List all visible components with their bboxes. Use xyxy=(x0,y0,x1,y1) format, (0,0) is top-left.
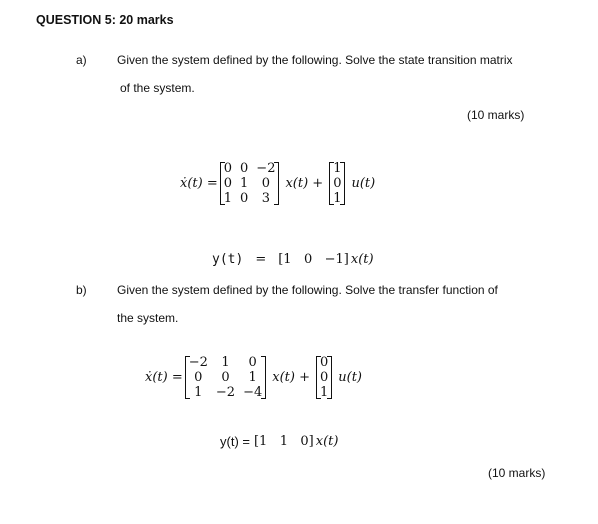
part-b-matrix-c: [1 1 0] xyxy=(253,434,314,449)
part-b-lhs: ẋ(t) = xyxy=(145,370,183,385)
part-b-text-line2: the system. xyxy=(117,311,179,325)
part-b-marks: (10 marks) xyxy=(488,466,546,480)
part-b-u-term: u(t) xyxy=(338,370,363,385)
matrix-cell: 1 xyxy=(194,385,203,400)
matrix-cell: 0 xyxy=(248,355,257,370)
matrix-cell: 1 xyxy=(333,191,342,206)
matrix-cell: −2 xyxy=(256,161,276,176)
part-a-output-x: x(t) xyxy=(350,252,374,267)
matrix-cell: 0 xyxy=(319,370,329,385)
part-a-lhs: ẋ(t) = xyxy=(180,176,218,191)
matrix-cell: 1 xyxy=(333,161,342,176)
part-b-output-x: x(t) xyxy=(315,434,339,449)
part-a-output-equals: = xyxy=(255,252,267,267)
part-a-state-equation xyxy=(180,161,375,206)
part-b-matrix-b xyxy=(316,355,332,400)
matrix-cell: 0 xyxy=(261,176,271,191)
matrix-cell: −2 xyxy=(188,355,208,370)
matrix-cell: 0 xyxy=(223,161,233,176)
matrix-cell: −4 xyxy=(243,385,263,400)
question-title: QUESTION 5: 20 marks xyxy=(36,13,174,27)
part-b-x-term: x(t) + xyxy=(272,370,310,385)
matrix-cell: 0 xyxy=(333,176,342,191)
part-a-matrix-b xyxy=(329,161,345,206)
part-b-text-line1: Given the system defined by the following. Solve the transfer function of xyxy=(117,283,498,297)
part-a-label: a) xyxy=(76,53,87,67)
part-b-state-equation xyxy=(145,355,362,400)
part-a-marks: (10 marks) xyxy=(467,108,525,122)
matrix-cell: 0 xyxy=(240,161,249,176)
matrix-cell: 1 xyxy=(240,176,249,191)
part-a-matrix-a xyxy=(220,161,280,206)
part-a-output-equation xyxy=(212,252,374,267)
part-b-output-equation xyxy=(220,434,338,449)
matrix-cell: 0 xyxy=(319,355,329,370)
part-b-label: b) xyxy=(76,283,87,297)
matrix-cell: 0 xyxy=(221,370,230,385)
part-a-text-line2: of the system. xyxy=(120,81,195,95)
matrix-cell: 1 xyxy=(248,370,257,385)
part-b-matrix-a xyxy=(185,355,267,400)
part-a-x-term: x(t) + xyxy=(285,176,324,191)
part-a-output-prefix: y(t) xyxy=(212,252,244,267)
matrix-cell: 0 xyxy=(240,191,249,206)
part-b-output-prefix: y(t) = xyxy=(220,434,250,449)
matrix-cell: 1 xyxy=(221,355,230,370)
part-a-text-line1: Given the system defined by the following. Solve the state transition matrix xyxy=(117,53,513,67)
part-a-matrix-c: [1 0 −1] xyxy=(278,252,349,267)
part-a-u-term: u(t) xyxy=(351,176,376,191)
matrix-cell: 0 xyxy=(194,370,203,385)
matrix-cell: 1 xyxy=(223,191,233,206)
matrix-cell: 3 xyxy=(261,191,271,206)
matrix-cell: 0 xyxy=(223,176,233,191)
matrix-cell: 1 xyxy=(319,385,329,400)
matrix-cell: −2 xyxy=(215,385,236,400)
